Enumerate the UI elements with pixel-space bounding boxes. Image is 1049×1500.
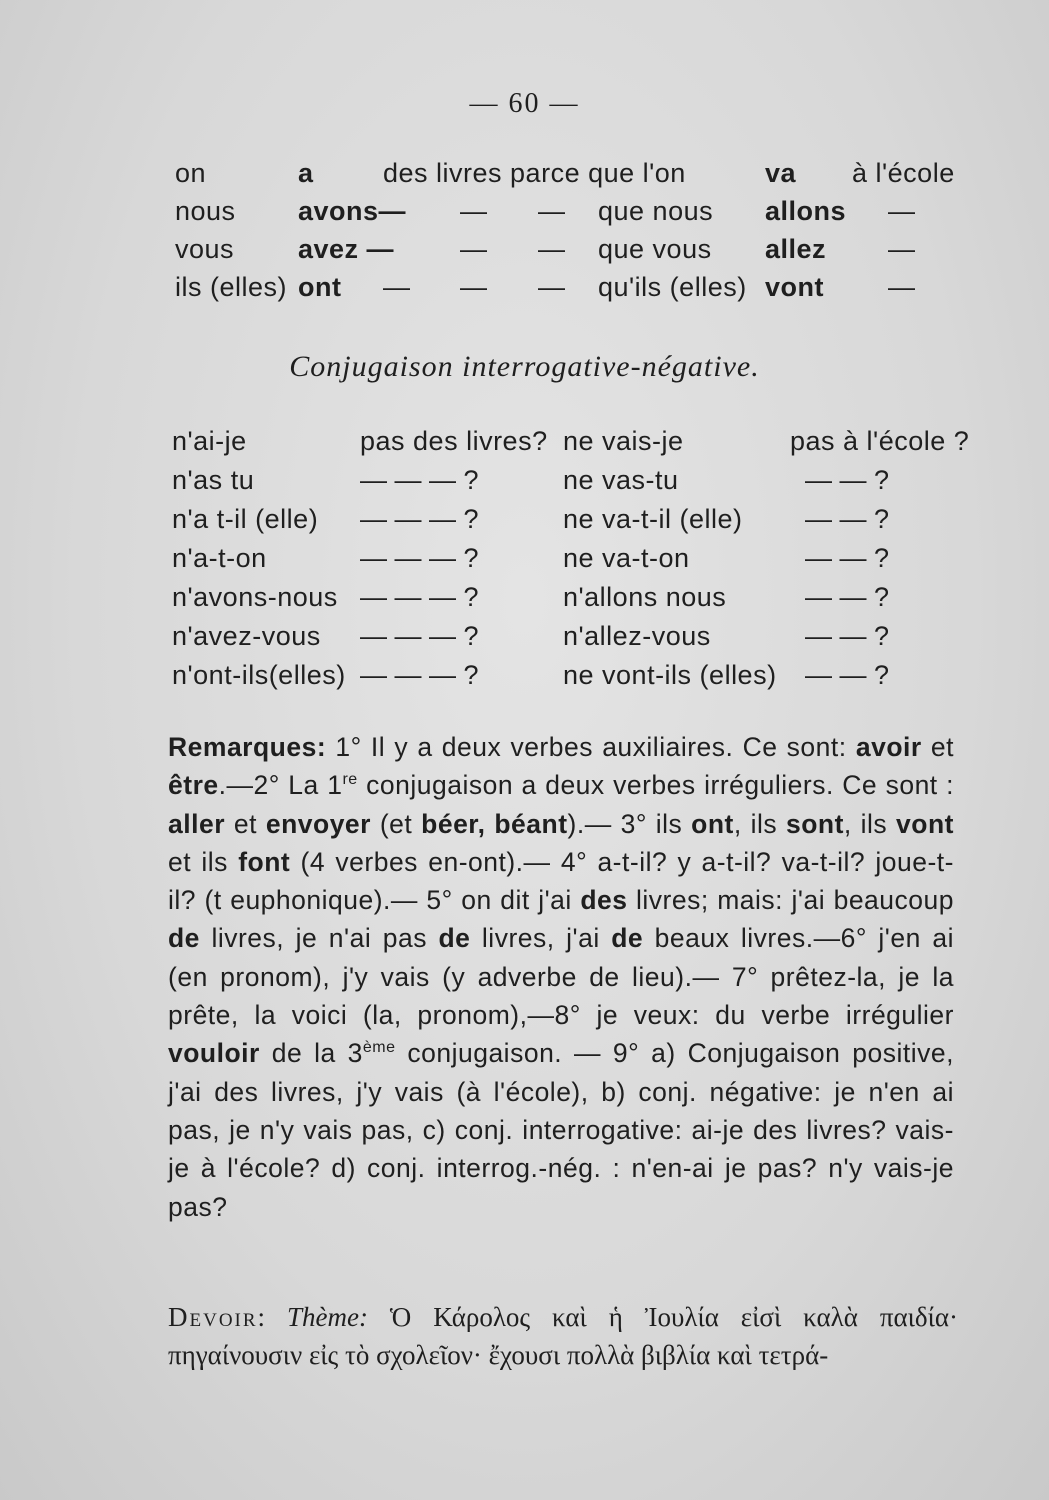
interrogative-aller: ne vais-je — [563, 426, 684, 456]
verb: vont — [765, 272, 824, 302]
interrogative-avoir: n'a-t-on — [172, 543, 267, 573]
verb: ont — [298, 272, 342, 302]
verb: a — [298, 158, 314, 188]
interrogative-avoir: n'avez-vous — [172, 621, 321, 651]
ditto-marks: — — ? — [805, 660, 890, 690]
section-subtitle: Conjugaison interrogative-négative. — [289, 350, 760, 383]
pronoun: que vous — [598, 234, 712, 264]
ditto-mark: — — [538, 234, 566, 264]
ditto-marks: — — — ? — [360, 582, 479, 612]
ditto-mark: — — [383, 272, 411, 302]
verb: avons— — [298, 196, 407, 226]
interrogative-aller: ne va-t-on — [563, 543, 690, 573]
verb: allez — [765, 234, 827, 264]
exercise-text: Devoir: Thème: Ὁ Κάρολος καὶ ἡ Ἰουλία εἰσὶ καλὰ παιδία· πηγαίνουσιν εἰς τὸ σχολεῖον· ἔχουσι πολλὰ βιβλία καὶ τετρά- — [168, 1302, 959, 1370]
interrogative-aller: n'allons nous — [563, 582, 727, 612]
remarks-label: Remarques: — [168, 732, 327, 762]
ditto-marks: — — — ? — [360, 543, 479, 573]
ditto-mark: — — [460, 234, 488, 264]
interrogative-avoir: n'ai-je — [172, 426, 247, 456]
destination: à l'école — [852, 158, 955, 188]
ditto-marks: — — ? — [805, 504, 890, 534]
interrogative-avoir: n'a t-il (elle) — [172, 504, 319, 534]
verb: allons — [765, 196, 847, 226]
ditto-marks: — — ? — [805, 465, 890, 495]
interrogative-aller: ne va-t-il (elle) — [563, 504, 743, 534]
ditto-mark: — — [888, 272, 916, 302]
exercise-label: Devoir — [168, 1302, 258, 1332]
interrogative-avoir: n'avons-nous — [172, 582, 338, 612]
ditto-marks: — — — ? — [360, 621, 479, 651]
ditto-marks: — — ? — [805, 621, 890, 651]
ditto-mark: — — [460, 272, 488, 302]
object-phrase: pas des livres? — [360, 426, 548, 456]
interrogative-aller: n'allez-vous — [563, 621, 711, 651]
interrogative-avoir: n'ont-ils(elles) — [172, 660, 346, 690]
pronoun: on — [175, 158, 207, 188]
theme-label: Thème: — [287, 1302, 368, 1332]
remarks-text: Remarques: 1° Il y a deux verbes auxiliaires. Ce sont: avoir et être.—2° La 1re conjugaison a deux verbes irréguliers. Ce sont : aller et envoyer (et béer, béant).— 3° ils ont, ils sont, ils vont et ils font (4 verbes en-ont).— 4° a-t-il? y a-t-il? va-t-il? joue-t-il? (t euphonique).— 5° on dit j'ai des livres; mais: j'ai beaucoup de livres, je n'ai pas de livres, j'ai de beaux livres.—6° j'en ai (en pronom), j'y vais (y adverbe de lieu).— 7° prêtez-la, je la prête, la voici (la, pronom),—8° je veux: du verbe irrégulier vouloir de la 3ème conjugaison. — 9° a) Conjugaison positive, j'ai des livres, j'y vais (à l'école), b) conj. négative: je n'en ai pas, je n'y vais pas, c) conj. interrogative: ai-je des livres? vais-je à l'école? d) conj. interrog.-nég. : n'en-ai je pas? n'y vais-je pas? — [168, 732, 955, 1222]
ditto-marks: — — — ? — [360, 504, 479, 534]
destination: pas à l'école ? — [790, 426, 970, 456]
ditto-mark: — — [538, 272, 566, 302]
interrogative-aller: ne vas-tu — [563, 465, 679, 495]
remarks-paragraph — [168, 728, 954, 1226]
ditto-mark: — — [538, 196, 566, 226]
interrogative-avoir: n'as tu — [172, 465, 255, 495]
ditto-marks: — — — ? — [360, 660, 479, 690]
ditto-mark: — — [888, 234, 916, 264]
pronoun: ils (elles) — [175, 272, 288, 302]
ditto-marks: — — — ? — [360, 465, 479, 495]
ditto-marks: — — ? — [805, 582, 890, 612]
exercise-paragraph — [168, 1298, 958, 1374]
object-phrase: des livres parce que l'on — [383, 158, 686, 188]
page-number: — 60 — — [469, 88, 580, 119]
verb: avez — — [298, 234, 395, 264]
pronoun: qu'ils (elles) — [598, 272, 747, 302]
pronoun: vous — [175, 234, 235, 264]
ditto-mark: — — [888, 196, 916, 226]
verb: va — [765, 158, 797, 188]
pronoun: que nous — [598, 196, 714, 226]
interrogative-aller: ne vont-ils (elles) — [563, 660, 777, 690]
ditto-marks: — — ? — [805, 543, 890, 573]
pronoun: nous — [175, 196, 236, 226]
greek-text: Ὁ Κάρολος καὶ ἡ Ἰουλία εἰσὶ καλὰ παιδία· πηγαίνουσιν εἰς τὸ σχολεῖον· ἔχουσι πολλὰ βιβλία καὶ τετρά- — [168, 1302, 959, 1370]
ditto-mark: — — [460, 196, 488, 226]
